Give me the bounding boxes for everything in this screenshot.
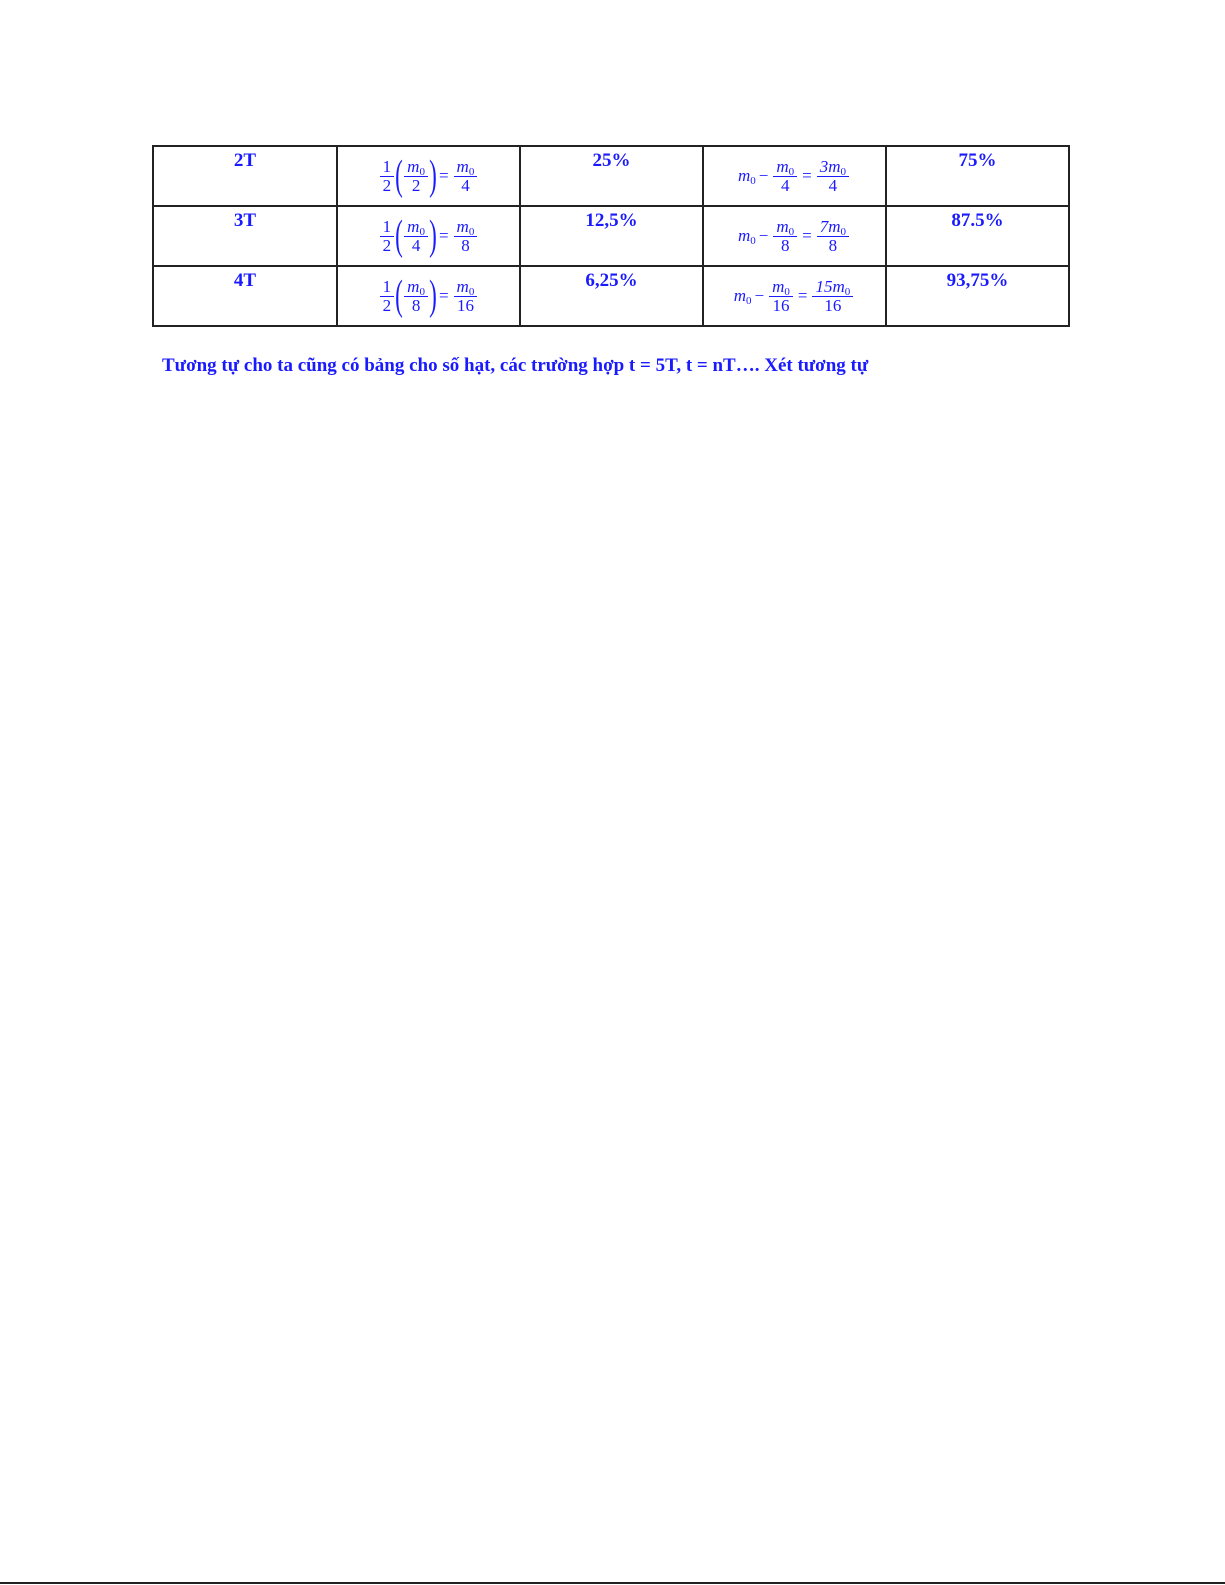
remaining-percent-cell (520, 266, 703, 326)
fraction: $\frac{3m_0}{4}$ (817, 158, 849, 195)
remaining-percent-cell (520, 146, 703, 206)
remaining-formula-cell (337, 266, 520, 326)
remaining-formula-cell (337, 206, 520, 266)
fraction: $\frac{1}{2}$ (380, 278, 395, 315)
fraction: $\frac{m_0}{2}$ (404, 158, 428, 195)
table-row (153, 146, 1069, 206)
note-text: Tương tự cho ta cũng có bảng cho số hạt, các trường hợp t = 5T, t = nT…. Xét tương tự (162, 355, 869, 376)
decay-table (152, 145, 1070, 327)
fraction: $\frac{m_0}{8}$ (454, 218, 478, 255)
fraction: $\frac{m_0}{4}$ (404, 218, 428, 255)
fraction: $\frac{m_0}{8}$ (404, 278, 428, 315)
remaining-formula: $\frac{1}{2}$ ( $\frac{m_0}{8}$ ) = $\frac{m_0}{16}$ (378, 267, 480, 325)
remaining-formula-cell (337, 146, 520, 206)
fraction: $\frac{7m_0}{8}$ (817, 218, 849, 255)
time-value: 4T (233, 270, 257, 291)
decayed-percent-cell (886, 206, 1069, 266)
fraction: $\frac{m_0}{4}$ (454, 158, 478, 195)
remaining-percent-cell (520, 206, 703, 266)
decayed-formula: $m_0$ − $\frac{m_0}{8}$ = $\frac{7m_0}{8}$ (738, 207, 851, 265)
decayed-formula-cell (703, 206, 886, 266)
decayed-percent: 75% (958, 150, 997, 171)
fraction: $\frac{m_0}{8}$ (773, 218, 797, 255)
decayed-formula: $m_0$ − $\frac{m_0}{4}$ = $\frac{3m_0}{4}$ (738, 147, 851, 205)
time-value: 2T (233, 150, 257, 171)
decayed-percent-cell (886, 146, 1069, 206)
fraction: $\frac{15m_0}{16}$ (812, 278, 853, 315)
decayed-formula: $m_0$ − $\frac{m_0}{16}$ = $\frac{15m_0}{16}$ (734, 267, 856, 325)
fraction: $\frac{m_0}{16}$ (454, 278, 478, 315)
decayed-percent: 93,75% (946, 270, 1009, 291)
remaining-percent: 12,5% (585, 210, 638, 231)
fraction: $\frac{m_0}{16}$ (769, 278, 793, 315)
time-value: 3T (233, 210, 257, 231)
fraction: $\frac{m_0}{4}$ (773, 158, 797, 195)
decayed-formula-cell (703, 146, 886, 206)
table-row (153, 206, 1069, 266)
remaining-percent: 6,25% (585, 270, 638, 291)
remaining-formula: $\frac{1}{2}$ ( $\frac{m_0}{4}$ ) = $\frac{m_0}{8}$ (378, 207, 480, 265)
decayed-percent: 87.5% (951, 210, 1004, 231)
remaining-formula: $\frac{1}{2}$ ( $\frac{m_0}{2}$ ) = $\frac{m_0}{4}$ (378, 147, 480, 205)
page-bottom-rule (0, 1582, 1225, 1584)
time-cell (153, 206, 337, 266)
time-cell (153, 266, 337, 326)
fraction: $\frac{1}{2}$ (380, 218, 395, 255)
decayed-percent-cell (886, 266, 1069, 326)
remaining-percent: 25% (592, 150, 631, 171)
fraction: $\frac{1}{2}$ (380, 158, 395, 195)
decayed-formula-cell (703, 266, 886, 326)
table-row (153, 266, 1069, 326)
time-cell (153, 146, 337, 206)
